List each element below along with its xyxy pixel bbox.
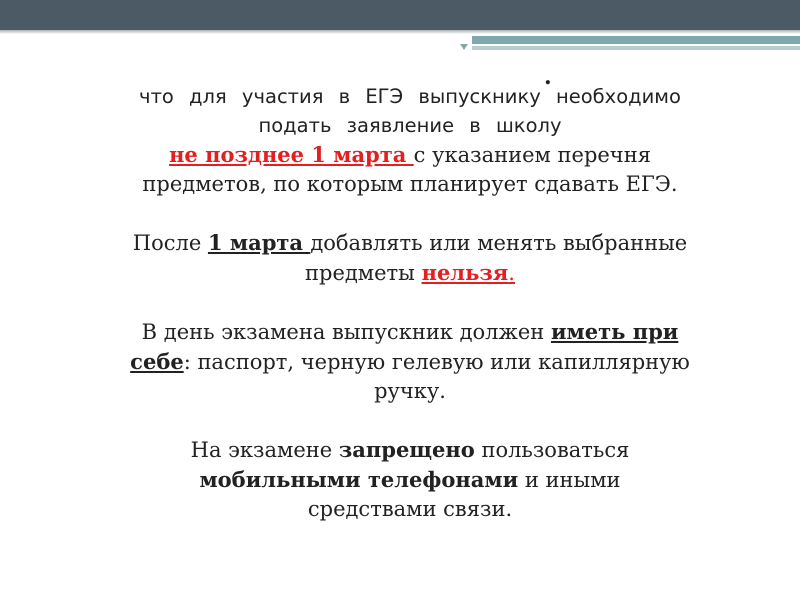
change-before: После xyxy=(132,231,208,255)
paragraph-prohibited xyxy=(50,435,770,524)
title-mark: . xyxy=(544,64,552,90)
header-bar xyxy=(0,0,800,30)
slide-body xyxy=(50,82,770,524)
paragraph-exam-day xyxy=(50,317,770,406)
paragraph-change xyxy=(50,228,770,288)
paragraph-application xyxy=(50,82,770,140)
change-line-2: предметы xyxy=(305,261,422,285)
application-line-1: что для участия в ЕГЭ выпускнику необходимо xyxy=(139,85,681,108)
prohibited-after-2: и иными xyxy=(518,468,621,492)
change-forbidden: нельзя xyxy=(421,260,509,285)
exam-day-have-2: себе xyxy=(130,349,184,374)
exam-day-have: иметь при xyxy=(550,319,679,344)
prohibited-before: На экзамене xyxy=(190,438,339,462)
header-bar-shadow xyxy=(0,30,800,34)
deadline-line-2: предметов, по которым планирует сдавать ЕГЭ. xyxy=(142,172,678,196)
application-line-2: подать заявление в школу xyxy=(258,114,562,137)
exam-day-line-3: ручку. xyxy=(374,379,446,403)
change-date: 1 марта xyxy=(207,230,311,255)
change-middle: добавлять или менять выбранные xyxy=(310,231,688,255)
exam-day-before: В день экзамена выпускник должен xyxy=(141,320,551,344)
corner-arrow-icon xyxy=(460,44,468,50)
prohibited-phones: мобильными телефонами xyxy=(199,467,519,492)
deadline-highlight: не позднее 1 марта xyxy=(169,142,414,167)
change-end: . xyxy=(508,261,515,285)
accent-bar xyxy=(472,36,800,44)
accent-bar-thin xyxy=(472,46,800,50)
exam-day-items: : паспорт, черную гелевую или капиллярную xyxy=(183,350,690,374)
deadline-text: с указанием перечня xyxy=(413,143,651,167)
prohibited-line-3: средствами связи. xyxy=(307,497,513,521)
prohibited-word: запрещено xyxy=(338,437,475,462)
prohibited-after: пользоваться xyxy=(474,438,630,462)
paragraph-deadline xyxy=(50,140,770,199)
